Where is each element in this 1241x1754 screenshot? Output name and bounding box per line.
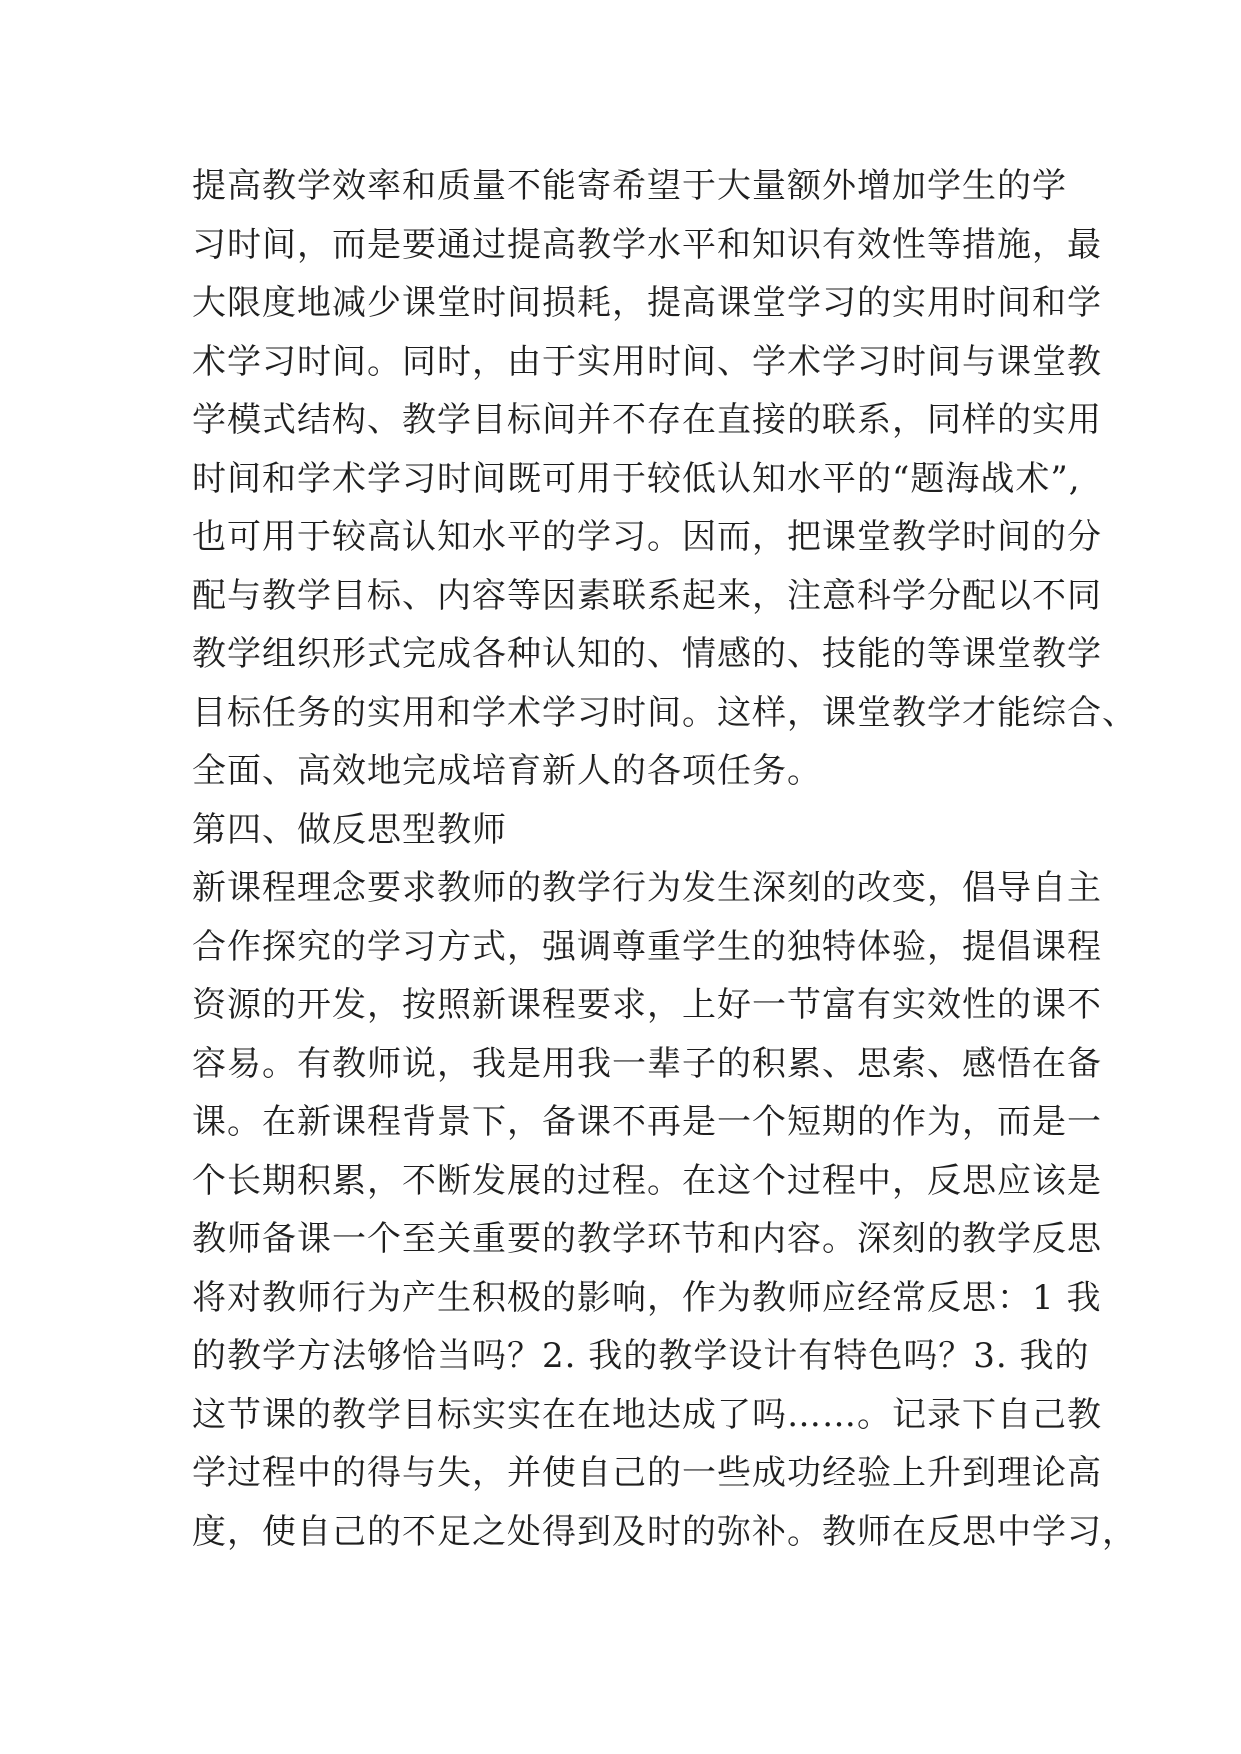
text-line: 学模式结构、教学目标间并不存在直接的联系，同样的实用	[192, 400, 1102, 440]
text-line: 这节课的教学目标实实在在地达成了吗……。记录下自己教	[192, 1394, 1102, 1435]
text-line: 合作探究的学习方式，强调尊重学生的独特体验，提倡课程	[192, 926, 1102, 967]
text-line: 目标任务的实用和学术学习时间。这样，课堂教学才能综合、	[192, 692, 1137, 733]
text-line: 容易。有教师说，我是用我一辈子的积累、思索、感悟在备	[192, 1043, 1102, 1084]
text-line: 习时间，而是要通过提高教学水平和知识有效性等措施，最	[192, 224, 1102, 265]
text-line: 学过程中的得与失，并使自己的一些成功经验上升到理论高	[192, 1453, 1102, 1493]
text-line: 将对教师行为产生积极的影响，作为教师应经常反思：1 我	[192, 1277, 1102, 1318]
text-line: 的教学方法够恰当吗？2. 我的教学设计有特色吗？3. 我的	[192, 1336, 1090, 1376]
text-line: 术学习时间。同时，由于实用时间、学术学习时间与课堂教	[192, 341, 1102, 382]
text-line: 配与教学目标、内容等因素联系起来，注意科学分配以不同	[192, 575, 1102, 616]
text-line: 新课程理念要求教师的教学行为发生深刻的改变，倡导自主	[192, 868, 1102, 908]
text-line: 教师备课一个至关重要的教学环节和内容。深刻的教学反思	[192, 1219, 1102, 1259]
text-line: 时间和学术学习时间既可用于较低认知水平的“题海战术”,	[192, 458, 1081, 499]
text-line: 个长期积累，不断发展的过程。在这个过程中，反思应该是	[192, 1160, 1102, 1201]
body-text	[192, 157, 1137, 1561]
text-line: 提高教学效率和质量不能寄希望于大量额外增加学生的学	[192, 166, 1067, 206]
section-heading: 第四、做反思型教师	[192, 809, 507, 850]
text-line: 大限度地减少课堂时间损耗，提高课堂学习的实用时间和学	[192, 283, 1102, 323]
text-line: 课。在新课程背景下，备课不再是一个短期的作为，而是一	[192, 1102, 1102, 1142]
text-line: 度，使自己的不足之处得到及时的弥补。教师在反思中学习，	[192, 1511, 1137, 1552]
text-line: 资源的开发，按照新课程要求，上好一节富有实效性的课不	[192, 985, 1102, 1025]
text-line: 教学组织形式完成各种认知的、情感的、技能的等课堂教学	[192, 634, 1102, 674]
text-line: 也可用于较高认知水平的学习。因而，把课堂教学时间的分	[192, 517, 1102, 557]
text-line: 全面、高效地完成培育新人的各项任务。	[192, 751, 822, 791]
